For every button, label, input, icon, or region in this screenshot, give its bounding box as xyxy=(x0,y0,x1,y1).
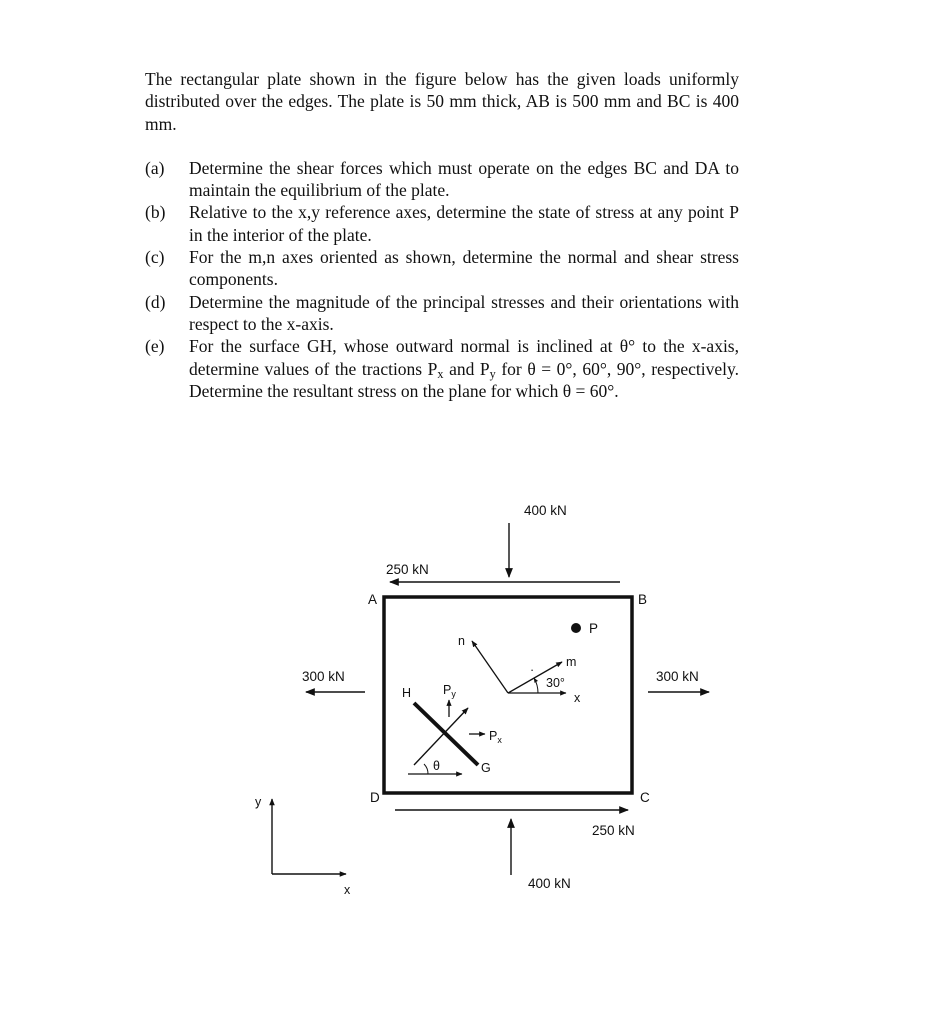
n-axis-label: n xyxy=(458,634,465,648)
part-text: For the m,n axes oriented as shown, determine the normal and shear stress components. xyxy=(189,247,739,290)
corner-a-label: A xyxy=(368,592,378,607)
m-axis-label: m xyxy=(566,655,577,669)
px-label: $P_x$ xyxy=(489,729,502,745)
global-x-label: x xyxy=(344,883,351,897)
point-p-label: P xyxy=(589,621,599,636)
top-shear-label: 250 kN xyxy=(386,562,429,577)
point-p-dot xyxy=(571,623,581,633)
global-y-label: y xyxy=(255,795,262,809)
small-dot: · xyxy=(530,663,535,677)
inner-x-label: x xyxy=(574,691,581,705)
part-label: (d) xyxy=(145,291,166,312)
corner-d-label: D xyxy=(370,790,380,805)
part-label: (c) xyxy=(145,247,165,268)
label-g: G xyxy=(481,761,491,775)
top-load-label: 400 kN xyxy=(524,503,567,518)
angle-30-arc xyxy=(534,678,538,693)
right-load-label: 300 kN xyxy=(656,669,699,684)
part-text: Determine the magnitude of the principal stresses and their orientations with respect to the x-axis. xyxy=(189,291,739,334)
part-text: For the surface GH, whose outward normal is inclined at θ° to the x-axis, determine values of the tractions $P_x$ and $P_y$ for θ = 0°, 60°, 90°, respectively. Determine the resultant stress on the plane for which θ = 60°. xyxy=(189,336,740,401)
part-text: Determine the shear forces which must operate on the edges BC and DA to maintain the equilibrium of the plate. xyxy=(189,157,739,201)
theta-label: θ xyxy=(433,759,440,773)
bottom-load-label: 400 kN xyxy=(528,876,571,891)
part-label: (e) xyxy=(145,336,165,357)
part-label: (b) xyxy=(145,202,166,223)
py-label: $P_y$ xyxy=(443,683,456,699)
left-load-label: 300 kN xyxy=(302,669,345,684)
label-h: H xyxy=(402,686,412,700)
angle-30-label: 30° xyxy=(546,676,565,690)
part-label: (a) xyxy=(145,157,165,178)
corner-c-label: C xyxy=(640,790,650,805)
theta-arc xyxy=(424,764,428,774)
surface-normal-arrow xyxy=(414,708,468,765)
part-text: Relative to the x,y reference axes, determine the state of stress at any point P in the interior of the plate. xyxy=(189,202,739,245)
problem-intro: The rectangular plate shown in the figure below has the given loads uniformly distributed over the edges. The plate is 50 mm thick, AB is 500 mm and BC is 400 mm. xyxy=(145,69,739,134)
bottom-shear-label: 250 kN xyxy=(592,823,635,838)
n-axis-arrow xyxy=(472,641,508,693)
corner-b-label: B xyxy=(638,592,648,607)
